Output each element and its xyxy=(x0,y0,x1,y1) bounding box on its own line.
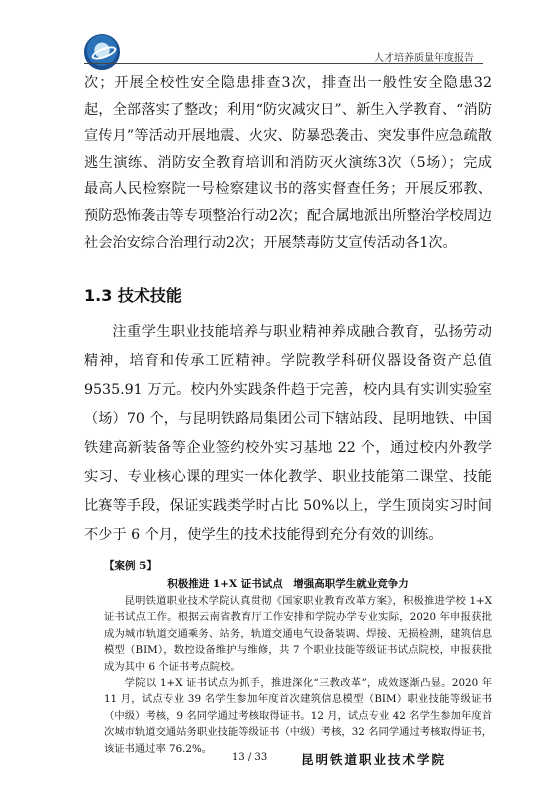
page-number: 13 / 33 xyxy=(232,752,268,763)
section-heading: 1.3 技术技能 xyxy=(84,286,182,305)
case-label: 【案例 5】 xyxy=(104,560,157,572)
case-title: 积极推进 1+X 证书试点 增强高职学生就业竞争力 xyxy=(167,578,409,590)
header-title: 人才培养质量年度报告 xyxy=(374,53,474,64)
case-body xyxy=(104,593,492,757)
paragraph-skills: 注重学生职业技能培养与职业精神养成融合教育，弘扬劳动精神，培育和传承工匠精神。学院教学科研仪器设备资产总值 9535.91 万元。校内外实践条件趋于完善，校内具有实训实验室（场）70 个，与昆明铁路局集团公司下辖站段、昆明地铁、中国铁建高新装备等企业签约校外实习基地 22 个，通过校内外教学实习、专业核心课的理实一体化教学、职业技能第二课堂、技能比赛等手段，保证实践类学时占比 50%以上，学生顶岗实习时间不少于 6 个月，使学生的技术技能得到充分有效的训练。 xyxy=(84,324,492,543)
header-divider xyxy=(84,63,483,64)
paragraph-safety: 次；开展全校性安全隐患排查3次，排查出一般性安全隐患32起，全部落实了整改；利用“防灾减灾日”、新生入学教育、“消防宣传月”等活动开展地震、火灾、防暴恐袭击、突发事件应急疏散逃生演练、消防安全教育培训和消防灭火演练3次（5场）；完成最高人民检察院一号检察建议书的落实督查任务；开展反邪教、预防恐怖袭击等专项整治行动2次；配合属地派出所整治学校周边社会治安综合治理行动2次；开展禁毒防艾宣传活动各1次。 xyxy=(84,75,492,251)
footer-school-name: 昆明铁道职业技术学院 xyxy=(301,752,447,767)
case-paragraph-1: 昆明铁道职业技术学院认真贯彻《国家职业教育改革方案》，积极推进学校 1+X 证书试点工作。根据云南省教育厅工作安排和学院办学专业实际，2020 年申报获批成为城市轨道交通乘务、站务，轨道交通电气设备装调、焊接、无损检测，建筑信息模型（BIM），数控设备维护与维修，共 7 个职业技能等级证书试点院校，申报获批成为其中 6 个证书考点院校。 xyxy=(104,595,492,673)
case-paragraph-2: 学院以 1+X 证书试点为抓手，推进深化“三教改革”，成效逐渐凸显。2020 年 11 月，试点专业 39 名学生参加年度首次建筑信息模型（BIM）职业技能等级证书（中级）考核，9 名同学通过考核取得证书。12 月，试点专业 42 名学生参加年度首次城市轨道交通站务职业技能等级证书（中级）考核，32 名同学通过考核取得证书，该证书通过率 76.2%。 xyxy=(104,677,492,755)
school-logo xyxy=(84,34,120,70)
